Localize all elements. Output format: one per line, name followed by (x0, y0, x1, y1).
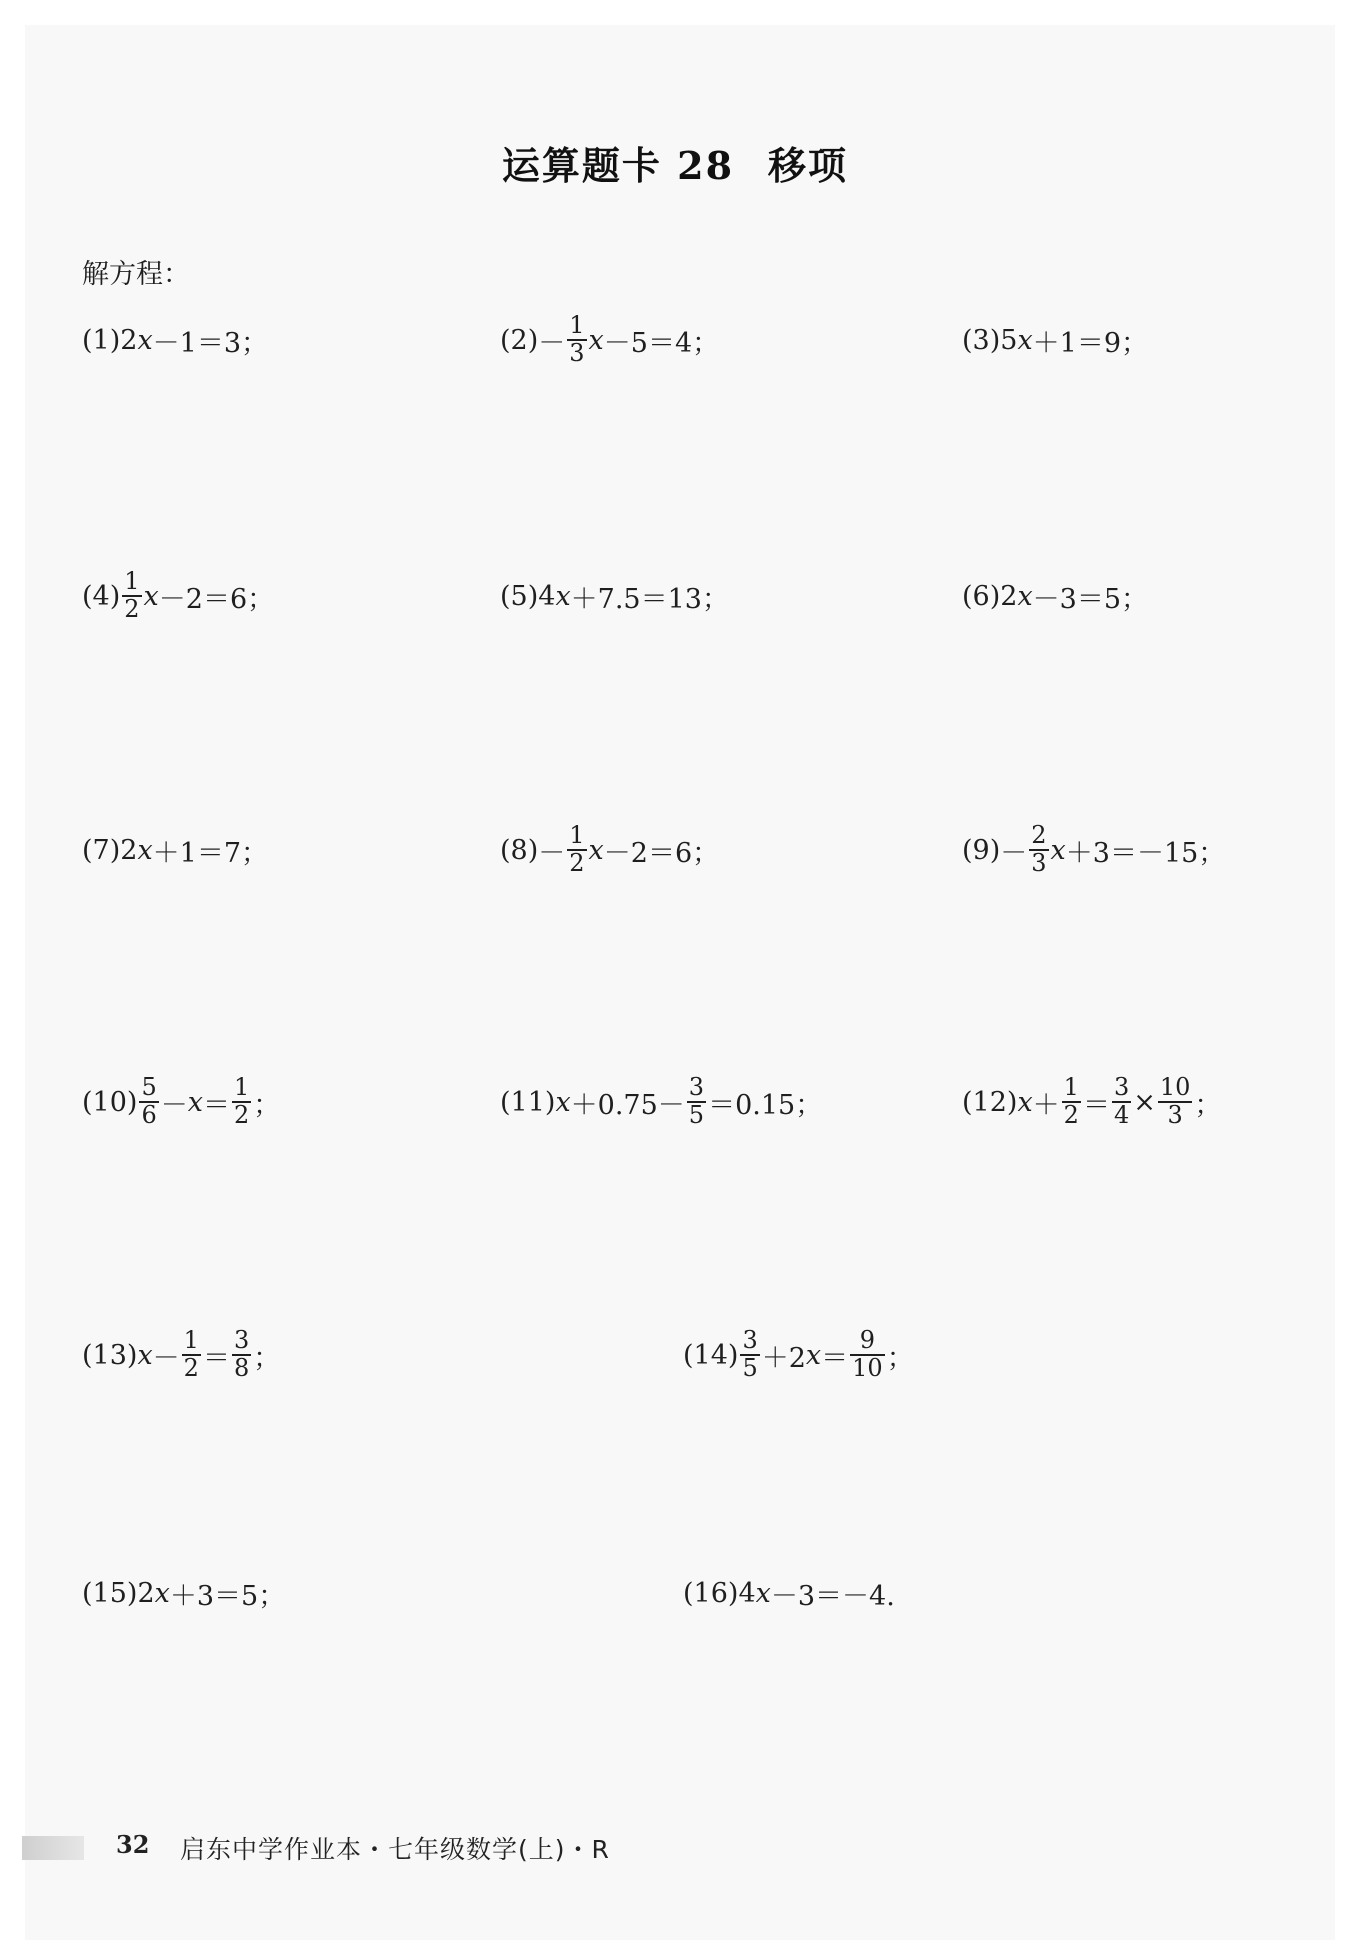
variable: x (143, 580, 159, 612)
problem-1: (1) 2 x －1＝3； (82, 324, 269, 359)
fraction: $\frac{3}{5}$ (742, 1326, 758, 1382)
problem-label: (5) (500, 580, 539, 612)
page-footer (0, 1830, 900, 1874)
fraction: $\frac{3}{8}$ (233, 1326, 250, 1382)
problem-label: (14) (683, 1339, 739, 1371)
instruction-text: 解方程： (82, 259, 190, 290)
problem-label: (7) (82, 834, 121, 866)
problem-6: (6) 2 x －3＝5； (962, 580, 1149, 615)
fraction: $\frac{1}{2}$ (1063, 1073, 1079, 1129)
problem-label: (4) (82, 580, 121, 612)
problem-2: (2) － $\frac{1}{3}$ x －5＝4； (500, 311, 720, 367)
fraction: $\frac{3}{5}$ (688, 1073, 705, 1129)
fraction: $\frac{1}{2}$ (569, 821, 585, 877)
fraction: $\frac{2}{3}$ (1031, 821, 1047, 877)
problem-label: (1) (82, 324, 121, 356)
variable: x (137, 324, 153, 356)
problem-8: (8) － $\frac{1}{2}$ x －2＝6； (500, 821, 720, 877)
footer-tab-decoration (22, 1836, 84, 1860)
problem-15: (15) 2 x ＋3＝5； (82, 1577, 286, 1612)
problem-12: (12) x ＋ $\frac{1}{2}$ ＝ $\frac{3}{4}$ × $\frac{10}{3}$ ； (962, 1073, 1222, 1129)
fraction: $\frac{10}{3}$ (1159, 1073, 1191, 1129)
variable: x (154, 1577, 170, 1609)
variable: x (1017, 324, 1033, 356)
variable: x (588, 324, 604, 356)
variable: x (555, 580, 571, 612)
problem-label: (15) (82, 1577, 138, 1609)
book-title: 启东中学作业本・七年级数学(上)・R (180, 1835, 610, 1864)
page-title (0, 135, 1350, 190)
problem-3: (3) 5 x ＋1＝9； (962, 324, 1149, 359)
variable: x (805, 1339, 822, 1371)
variable: x (588, 834, 604, 866)
problem-label: (9) (962, 834, 1001, 866)
problem-16: (16) 4 x －3＝－4. (683, 1577, 895, 1612)
variable: x (755, 1577, 771, 1609)
fraction: $\frac{1}{2}$ (183, 1326, 199, 1382)
problem-14: (14) $\frac{3}{5}$ ＋2 x ＝ $\frac{9}{10}$ ； (683, 1326, 914, 1382)
page-number: 32 (116, 1830, 150, 1859)
fraction: $\frac{1}{3}$ (569, 311, 585, 367)
fraction: $\frac{9}{10}$ (852, 1326, 883, 1382)
problem-label: (13) (82, 1339, 138, 1371)
variable: x (1017, 1086, 1033, 1118)
fraction: $\frac{5}{6}$ (141, 1073, 157, 1129)
variable: x (1050, 834, 1066, 866)
problem-label: (16) (683, 1577, 739, 1609)
problem-13: (13) x － $\frac{1}{2}$ ＝ $\frac{3}{8}$ ； (82, 1326, 281, 1382)
title-topic: 移项 (768, 143, 849, 188)
variable: x (137, 834, 153, 866)
variable: x (137, 1339, 153, 1371)
problem-10: (10) $\frac{5}{6}$ － x ＝ $\frac{1}{2}$ ； (82, 1073, 281, 1129)
problem-label: (2) (500, 324, 539, 356)
problem-label: (8) (500, 834, 539, 866)
variable: x (555, 1086, 571, 1118)
fraction: $\frac{1}{2}$ (233, 1073, 250, 1129)
fraction: $\frac{3}{4}$ (1113, 1073, 1130, 1129)
problem-4: (4) $\frac{1}{2}$ x －2＝6； (82, 567, 275, 623)
problem-5: (5) 4 x ＋7.5＝13； (500, 580, 729, 615)
problem-label: (3) (962, 324, 1001, 356)
problem-label: (11) (500, 1086, 556, 1118)
problem-9: (9) － $\frac{2}{3}$ x ＋3＝－15； (962, 821, 1226, 877)
problem-11: (11) x ＋0.75－ $\frac{3}{5}$ ＝0.15； (500, 1073, 823, 1129)
variable: x (1017, 580, 1033, 612)
variable: x (187, 1086, 203, 1118)
title-prefix: 运算题卡 28 (501, 143, 735, 188)
problem-7: (7) 2 x ＋1＝7； (82, 834, 269, 869)
problem-label: (6) (962, 580, 1001, 612)
problem-label: (10) (82, 1086, 138, 1118)
fraction: $\frac{1}{2}$ (124, 567, 140, 623)
problem-label: (12) (962, 1086, 1018, 1118)
